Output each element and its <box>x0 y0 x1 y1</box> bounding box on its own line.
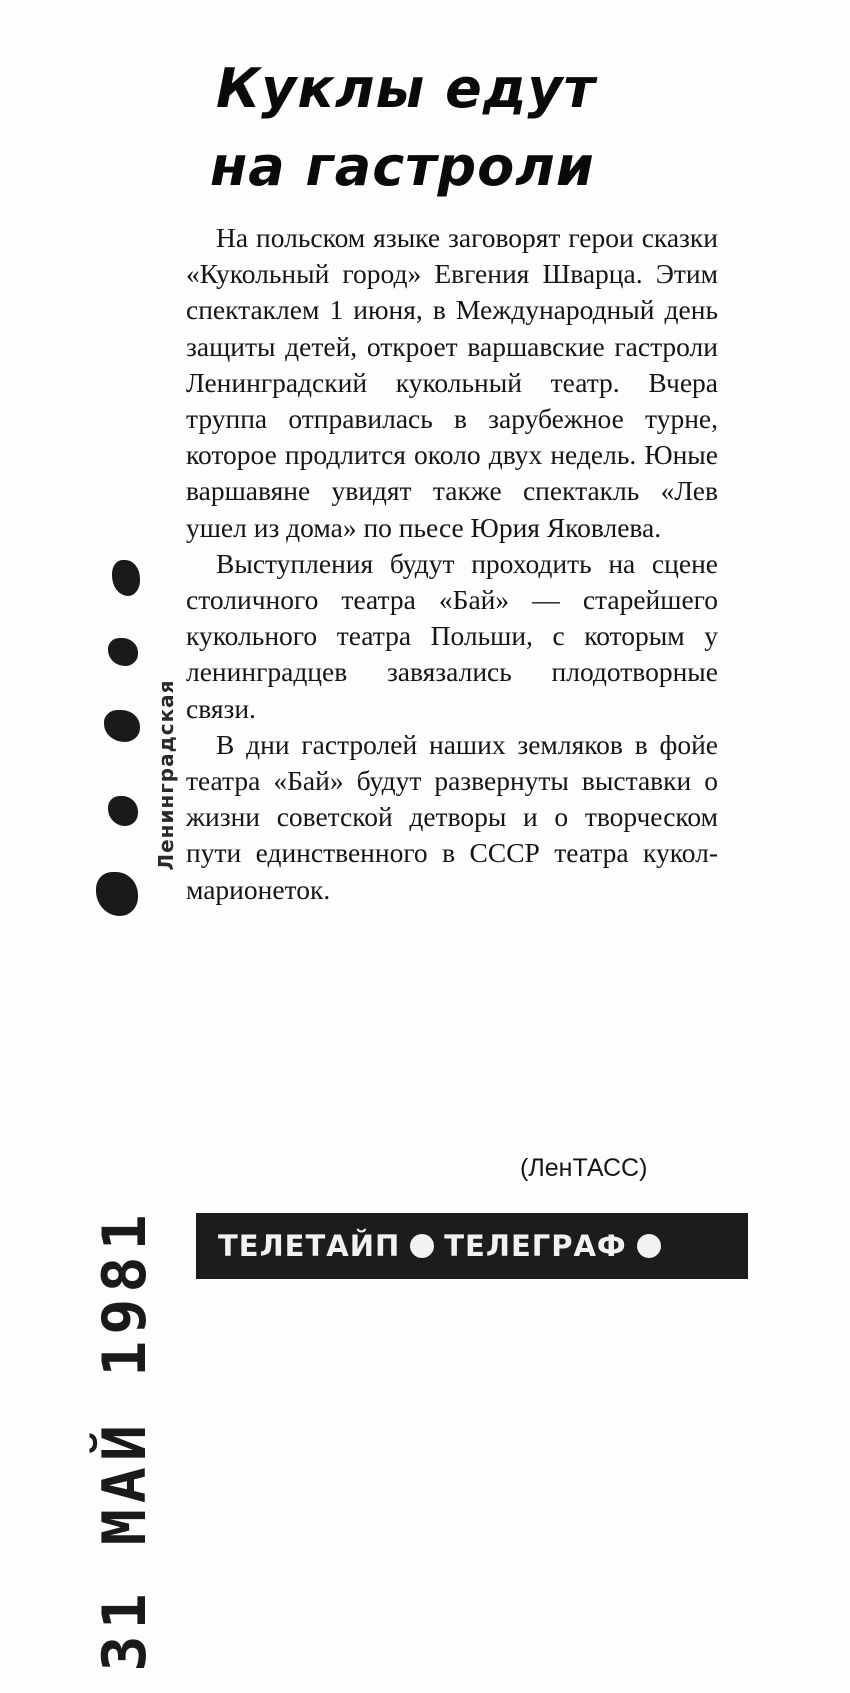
headline-line-2: на гастроли <box>210 135 595 198</box>
date-stamp-area <box>70 1208 180 1672</box>
date-stamp: 31 МАЙ 1981 <box>90 1208 160 1672</box>
teletype-banner <box>196 1213 748 1279</box>
ink-blots <box>90 560 150 980</box>
ink-blot <box>108 638 138 666</box>
headline-line-1: Куклы едут <box>216 57 596 120</box>
margin-stamp <box>154 660 178 890</box>
article-signature: (ЛенТАСС) <box>520 1154 648 1182</box>
bullet-dot-icon <box>410 1234 434 1258</box>
ink-blot <box>96 872 138 916</box>
ink-blot <box>108 796 138 826</box>
ticker-item-telegraph: ТЕЛЕГРАФ <box>444 1229 627 1263</box>
bullet-dot-icon <box>637 1234 661 1258</box>
article-paragraph-2: Выступления будут проходить на сцене столичного театра «Бай» — старейшего кукольного театра Польши, с которым у ленинградцев завязались плодотворные связи. <box>186 547 718 724</box>
ink-blot <box>112 560 140 596</box>
ticker-item-teletype: ТЕЛЕТАЙП <box>218 1229 401 1263</box>
article-paragraph-1: На польском языке заговорят герои сказки «Кукольный город» Евгения Шварца. Этим спектаклем 1 июня, в Международный день защиты детей, откроет варшавские гастроли Ленинградский кукольный театр. Вчера труппа отправилась в зарубежное турне, которое продлится около двух недель. Юные варшавяне увидят также спектакль «Лев ушел из дома» по пьесе Юрия Яковлева. <box>186 222 718 543</box>
margin-stamp-text: Ленинградская <box>154 679 178 871</box>
article-body <box>186 220 718 908</box>
ink-blot <box>104 710 140 742</box>
article-headline <box>210 50 630 206</box>
article-paragraph-3: В дни гастролей наших земляков в фойе театра «Бай» будут развернуты выставки о жизни советской детворы и о творческом пути единственного в СССР театра кукол-марионеток. <box>186 728 718 905</box>
